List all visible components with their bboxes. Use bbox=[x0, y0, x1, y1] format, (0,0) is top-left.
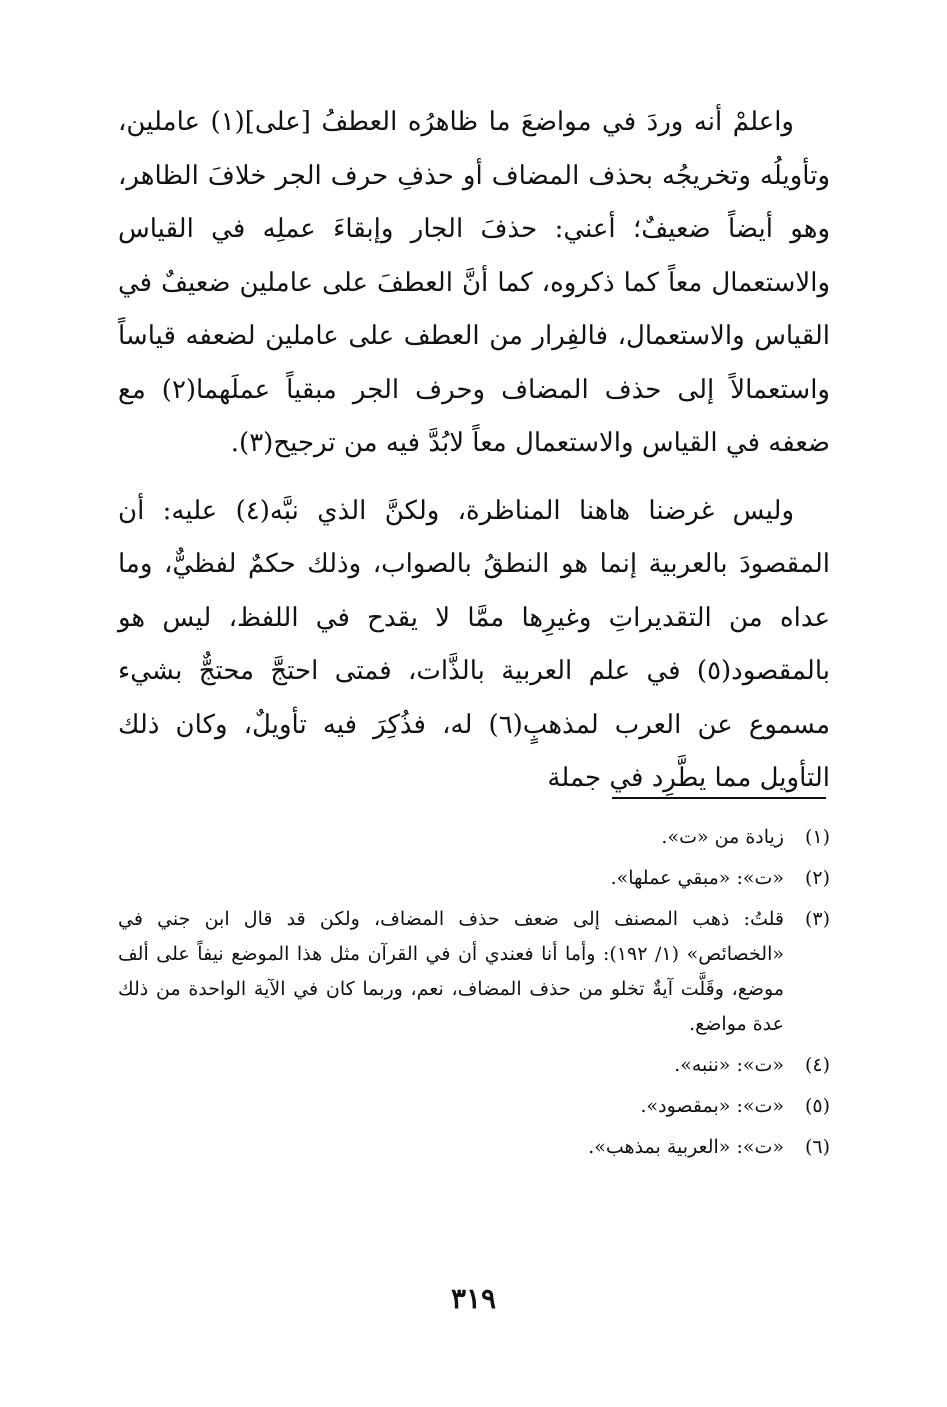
footnote-text: «ت»: «مبقي عملها». bbox=[610, 867, 784, 889]
footnote-5 bbox=[118, 1089, 830, 1124]
footnote-number: (٢) bbox=[804, 867, 830, 889]
footnote-text: قلتُ: ذهب المصنف إلى ضعف حذف المضاف، ولكن قد قال ابن جني في «الخصائص» (١/ ١٩٢): وأما أنا فعندي أن في القرآن مثل هذا الموضع نيفاً على ألف موضع، وقَلَّت آيةٌ تخلو من حذف المضاف، نعم، وربما كان في الآية الواحدة من ذلك عدة مواضع. bbox=[118, 908, 784, 1035]
footnote-number: (١) bbox=[804, 826, 830, 848]
footnote-1 bbox=[118, 820, 830, 855]
footnotes bbox=[118, 820, 830, 1171]
footnote-text: «ت»: «ننبه». bbox=[674, 1054, 784, 1076]
footnote-4 bbox=[118, 1048, 830, 1083]
footnote-3 bbox=[118, 902, 830, 1042]
main-text bbox=[118, 96, 830, 806]
footnote-number: (٥) bbox=[804, 1095, 830, 1117]
footnote-text: «ت»: «العربية بمذهب». bbox=[588, 1136, 784, 1158]
footnote-separator bbox=[612, 797, 826, 799]
footnote-6 bbox=[118, 1130, 830, 1165]
paragraph-1: واعلمْ أنه وردَ في مواضعَ ما ظاهرُه العطفُ [على](١) عاملين، وتأويلُه وتخريجُه بحذف المضاف أو حذفِ حرف الجر خلافَ الظاهر، وهو أيضاً ضعيفٌ؛ أعني: حذفَ الجار وإبقاءَ عملِه في القياس والاستعمال معاً كما ذكروه، كما أنَّ العطفَ على عاملين ضعيفٌ في القياس والاستعمال، فالفِرار من العطف على عاملين لضعفه قياساً واستعمالاً إلى حذف المضاف وحرف الجر مبقياً عملَهما(٢) مع ضعفه في القياس والاستعمال معاً لابُدَّ فيه من ترجيح(٣). bbox=[118, 107, 830, 458]
footnote-2 bbox=[118, 861, 830, 896]
page-number: ٣١٩ bbox=[450, 1282, 497, 1315]
footnote-number: (٦) bbox=[804, 1136, 830, 1158]
footnote-number: (٤) bbox=[804, 1054, 830, 1076]
footnote-text: «ت»: «بمقصود». bbox=[640, 1095, 784, 1117]
paragraph-2: وليس غرضنا هاهنا المناظرة، ولكنَّ الذي نبَّه(٤) عليه: أن المقصودَ بالعربية إنما هو النطقُ بالصواب، وذلك حكمٌ لفظيٌّ، وما عداه من التقديراتِ وغيرِها ممَّا لا يقدح في اللفظ، ليس هو بالمقصود(٥) في علم العربية بالذَّات، فمتى احتجَّ محتجٌّ بشيء مسموع عن العرب لمذهبٍ(٦) له، فذُكِرَ فيه تأويلٌ، وكان ذلك التأويل مما يطَّرِد في جملة bbox=[118, 495, 830, 793]
footnote-number: (٣) bbox=[804, 908, 830, 930]
footnote-text: زيادة من «ت». bbox=[661, 826, 784, 848]
